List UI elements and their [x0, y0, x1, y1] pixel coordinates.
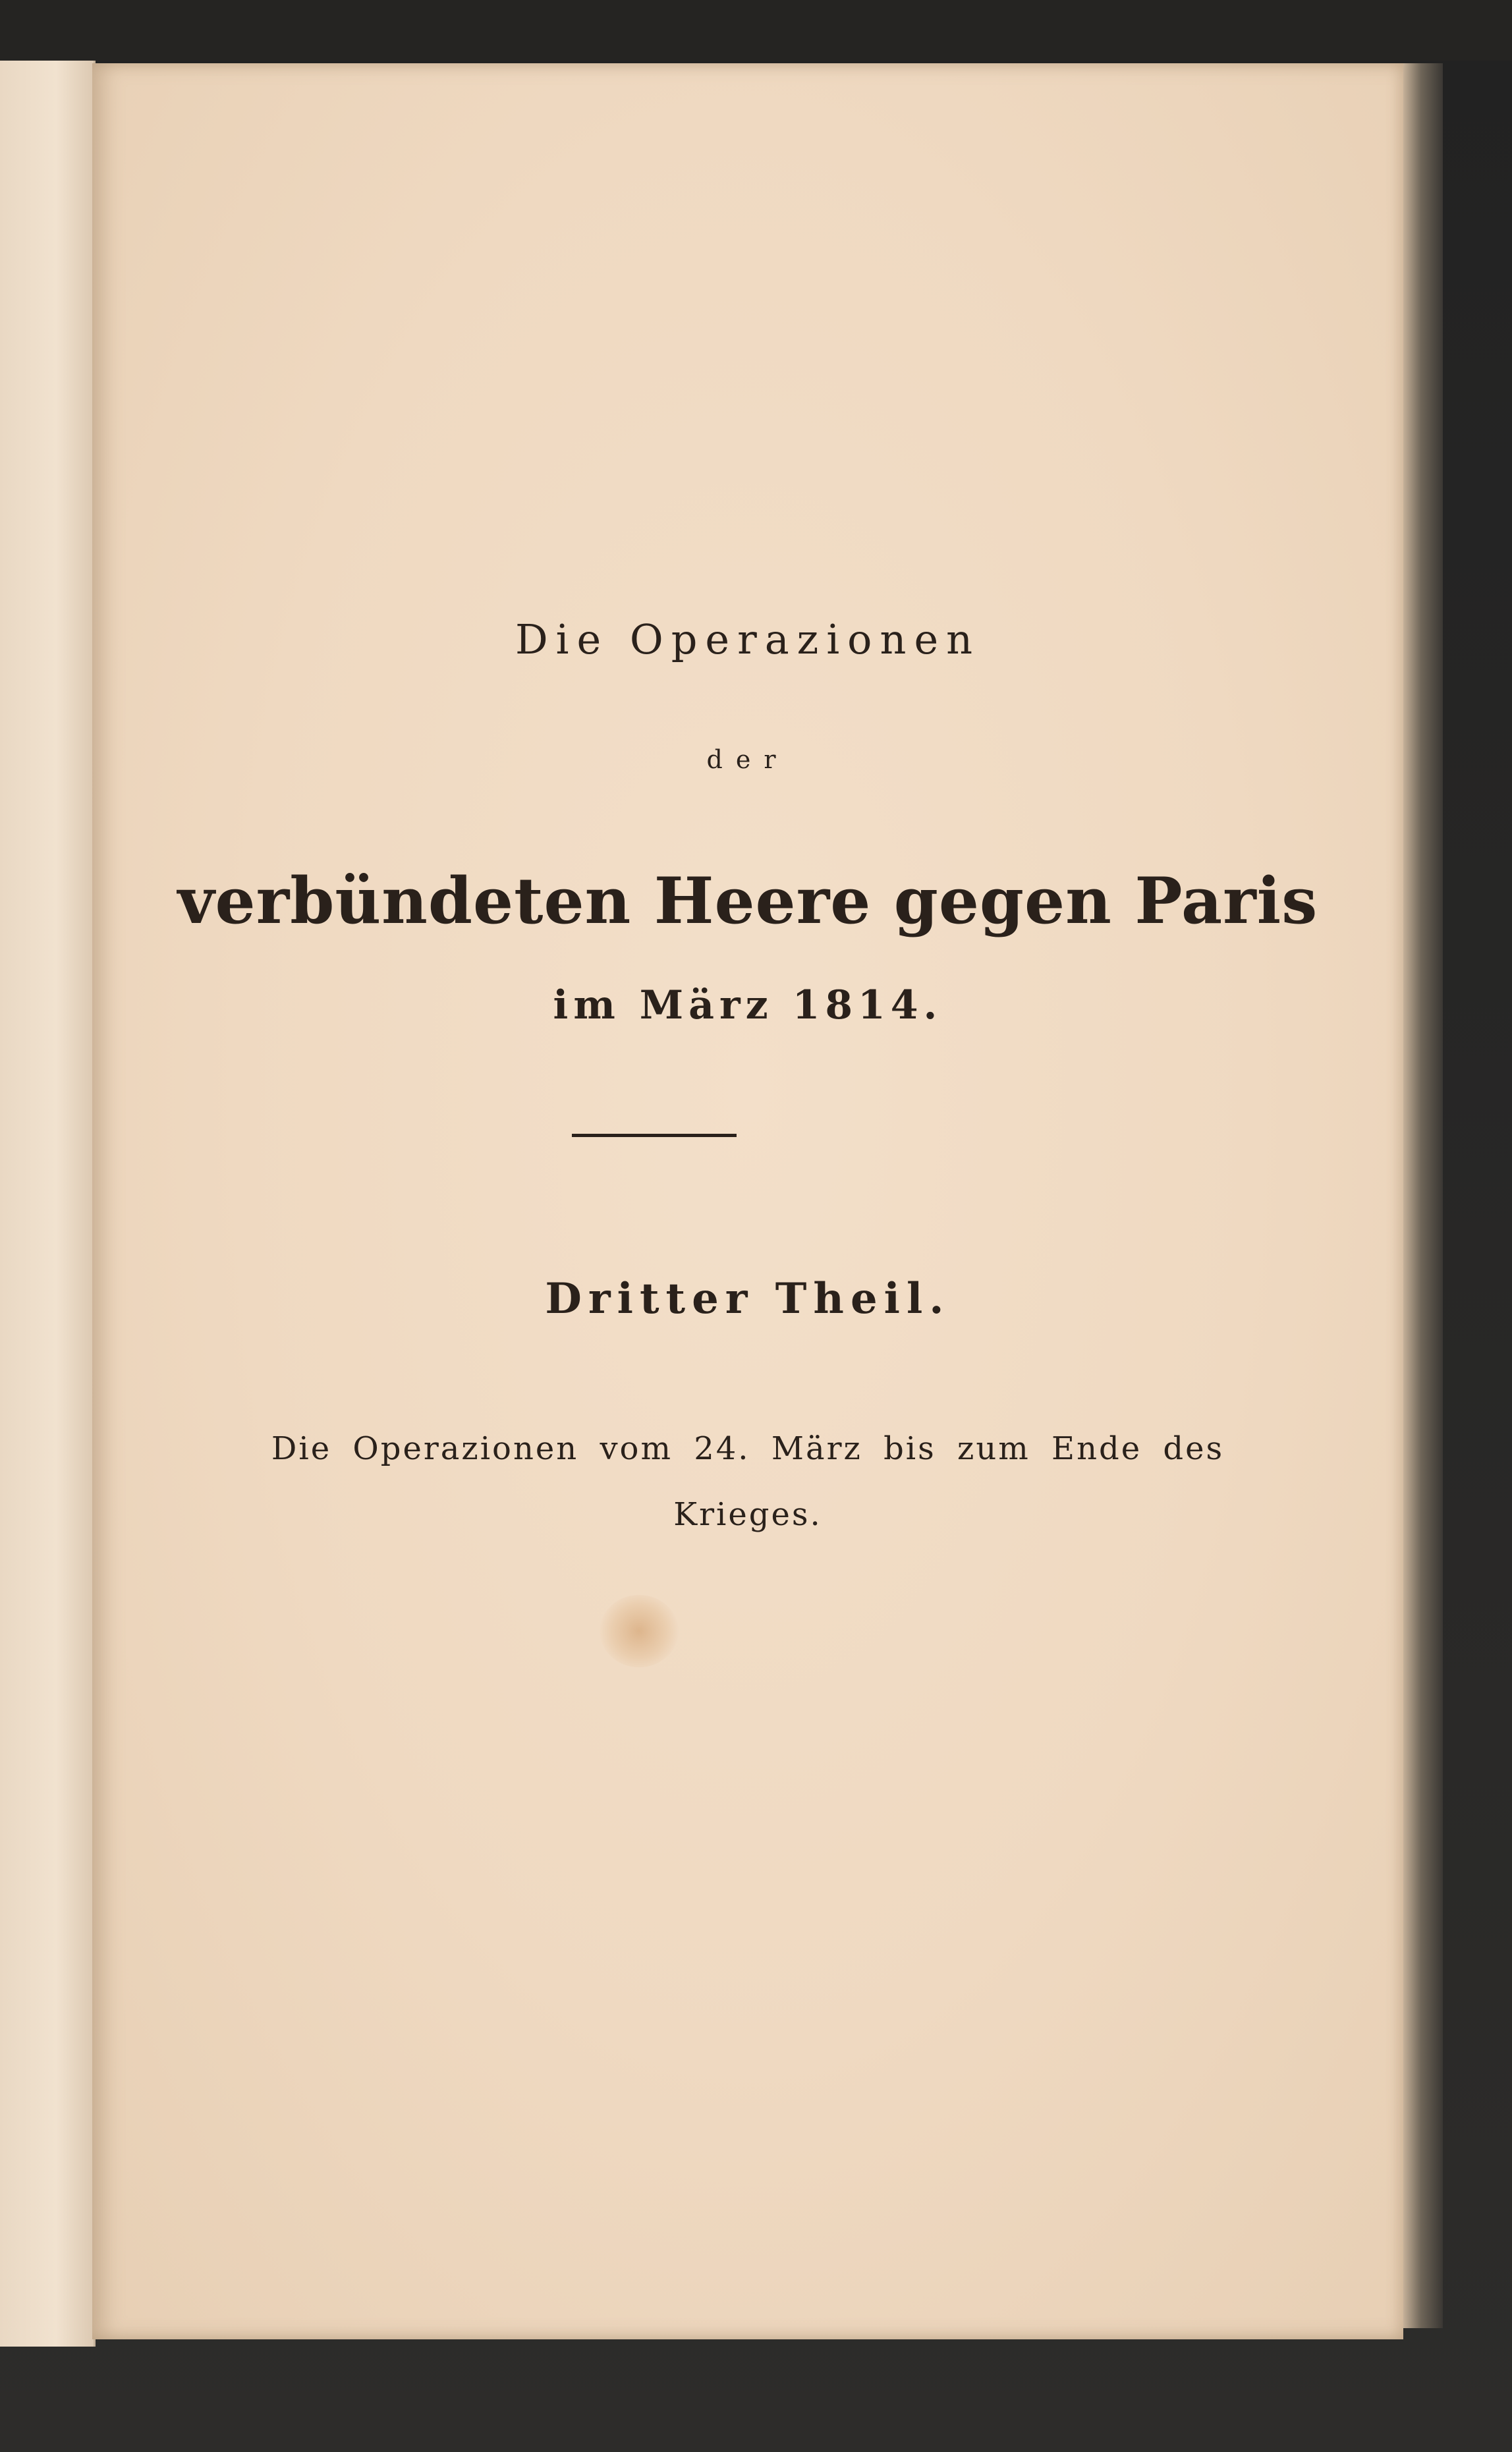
part-subtitle-line2: Krieges.	[673, 1496, 822, 1533]
title-page	[92, 63, 1403, 2339]
title-date: im März 1814.	[553, 982, 943, 1028]
foxing-stain	[600, 1595, 679, 1667]
binding-background	[0, 0, 1512, 61]
main-title: verbündeten Heere gegen Paris	[177, 864, 1318, 938]
facing-page-edge	[0, 61, 96, 2347]
title-line-operazionen: Die Operazionen	[515, 615, 981, 663]
title-line-der: der	[706, 745, 789, 774]
part-title: Dritter Theil.	[545, 1274, 951, 1324]
part-subtitle-line1: Die Operazionen vom 24. März bis zum Ende des	[271, 1430, 1225, 1467]
divider-rule	[572, 1134, 737, 1137]
